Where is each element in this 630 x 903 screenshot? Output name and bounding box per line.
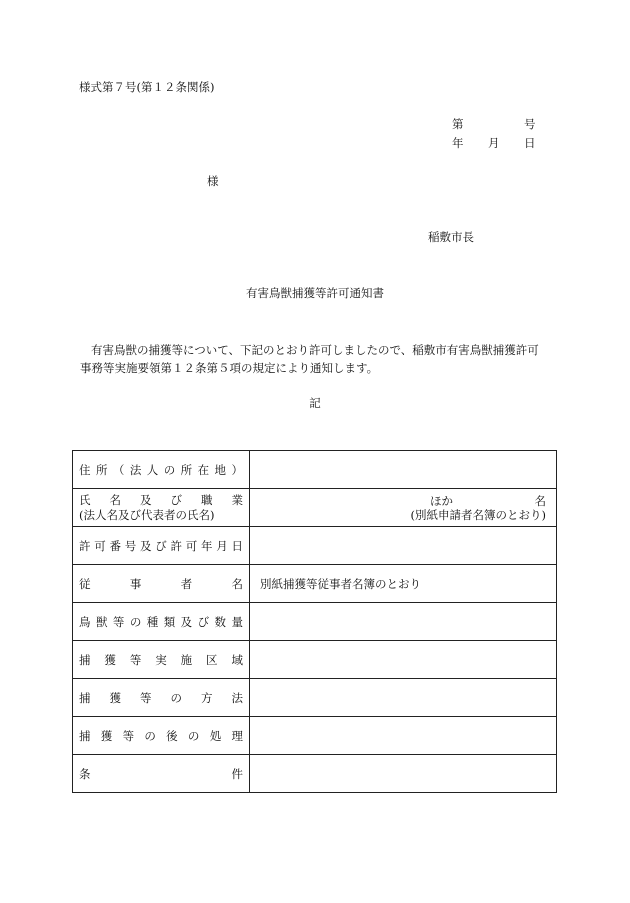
row-label-area	[73, 641, 250, 679]
row-value-species[interactable]	[250, 603, 557, 641]
issuer-name: 稲敷市長	[428, 230, 474, 244]
body-text	[80, 341, 560, 377]
value-mei: 名	[534, 493, 546, 508]
label-address-text: 住 所 （ 法 人 の 所 在 地 ）	[79, 462, 243, 477]
label-permit-number-text: 許 可 番 号 及 び 許 可 年 月 日	[79, 538, 243, 553]
row-label-species	[73, 603, 250, 641]
table-row	[73, 755, 557, 793]
table-row	[73, 641, 557, 679]
table-row	[73, 565, 557, 603]
table-row	[73, 451, 557, 489]
label-name-line2: (法人名及び代表者の氏名)	[79, 507, 215, 522]
body-line-2: 事務等実施要領第１２条第５項の規定により通知します。	[80, 361, 379, 375]
label-method-text: 捕 獲 等 の 方 法	[79, 690, 243, 705]
form-number: 様式第７号(第１２条関係)	[79, 80, 215, 94]
date-year: 年	[452, 136, 464, 150]
row-value-address[interactable]	[250, 451, 557, 489]
table-row	[73, 603, 557, 641]
table-row	[73, 717, 557, 755]
date-month: 月	[488, 136, 500, 150]
number-suffix: 号	[524, 117, 536, 131]
row-value-permit-number[interactable]	[250, 527, 557, 565]
document-title: 有害鳥獣捕獲等許可通知書	[246, 286, 384, 300]
label-name-line1: 氏 名 及 び 職 業	[79, 492, 243, 507]
label-conditions-text: 条 件	[79, 766, 243, 781]
row-label-disposal	[73, 717, 250, 755]
row-value-conditions[interactable]	[250, 755, 557, 793]
row-label-workers	[73, 565, 250, 603]
addressee-suffix: 様	[207, 174, 219, 188]
value-hoka: ほか	[430, 493, 453, 508]
label-workers-text: 従 事 者 名	[79, 576, 243, 591]
row-value-disposal[interactable]	[250, 717, 557, 755]
value-name-note: (別紙申請者名簿のとおり)	[410, 507, 546, 522]
table-row	[73, 527, 557, 565]
body-line-1: 有害鳥獣の捕獲等について、下記のとおり許可しましたので、稲敷市有害鳥獣捕獲許可	[91, 343, 539, 357]
row-label-address	[73, 451, 250, 489]
row-value-name[interactable]	[250, 489, 557, 527]
label-disposal-text: 捕 獲 等 の 後 の 処 理	[79, 728, 243, 743]
row-label-method	[73, 679, 250, 717]
number-prefix: 第	[452, 117, 464, 131]
permit-details-table	[72, 450, 557, 793]
label-area-text: 捕 獲 等 実 施 区 域	[79, 652, 243, 667]
row-label-conditions	[73, 755, 250, 793]
label-species-text: 鳥 獣 等 の 種 類 及 び 数 量	[79, 614, 243, 629]
date-day: 日	[524, 136, 536, 150]
table-row	[73, 489, 557, 527]
ki-heading: 記	[309, 396, 321, 410]
row-value-workers[interactable]: 別紙捕獲等従事者名簿のとおり	[250, 565, 557, 603]
row-value-area[interactable]	[250, 641, 557, 679]
row-value-method[interactable]	[250, 679, 557, 717]
row-label-permit-number	[73, 527, 250, 565]
table-row	[73, 679, 557, 717]
row-label-name	[73, 489, 250, 527]
